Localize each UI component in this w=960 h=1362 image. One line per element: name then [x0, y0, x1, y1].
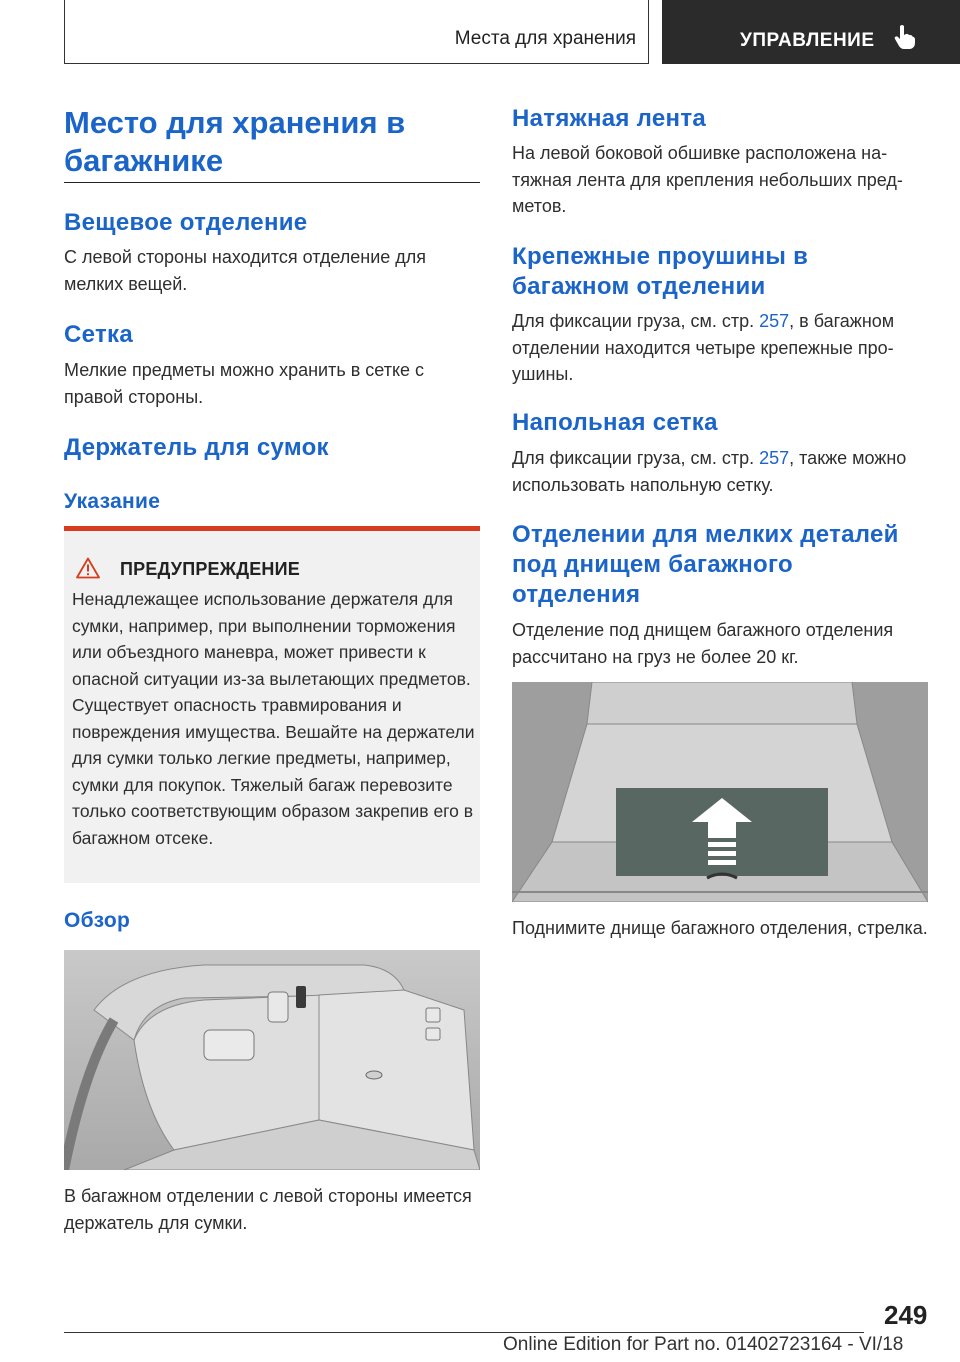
overview-photo-caption: В багажном отделении с левой стороны имеется держатель для сумки.	[64, 1186, 472, 1233]
section-heading-floor-net: Напольная сетка	[512, 409, 718, 436]
section-heading-strap: Натяжная лента	[512, 105, 707, 132]
page-number: 249	[884, 1300, 928, 1330]
floor-photo-caption: Поднимите днище багажного отделения, стрелка.	[512, 918, 928, 938]
header-section-title: Места для хранения	[454, 28, 636, 49]
section-heading-lashing-eyes: Крепежные проушины в багажном отделении	[512, 243, 809, 300]
page-link-257-floor-net[interactable]: 257	[759, 448, 790, 468]
page-title: Место для хранения в багажнике	[64, 105, 406, 178]
section-text-lashing-eyes: Для фиксации груза, см. стр. 257, в багажном отделении находится четыре крепежные проушины.	[512, 311, 895, 384]
section-text-compartment: С левой стороны находится отделение для мелких вещей.	[64, 247, 427, 294]
footer-edition: Online Edition for Part no. 01402723164 - VI/18	[503, 1334, 904, 1355]
section-heading-net: Сетка	[64, 321, 133, 348]
section-text-strap: На левой боковой обшивке расположена натяжная лента для крепления небольших предметов.	[512, 143, 903, 216]
warning-text: Ненадлежащее использование держателя для сумки, например, при выполнении торможения или объездного маневра, может привести к опасной ситуации из-за вылетающих предметов. Существует опасность травмирования и повреждения имущества. Вешайте на держатели для сумки только легкие предметы, например, сумки для покупок. Тяжелый багаж перевозите только соответствующим образом закрепив его в багажном отсеке.	[72, 589, 475, 848]
subheading-overview: Обзор	[64, 909, 131, 932]
header-chapter-tab[interactable]	[662, 0, 960, 64]
header-chapter-title: УПРАВЛЕНИЕ	[740, 30, 875, 51]
warning-triangle-icon	[76, 557, 100, 584]
section-text-floor-net: Для фиксации груза, см. стр. 257, также можно использовать напольную сетку.	[512, 448, 907, 495]
warning-box	[64, 531, 480, 883]
header-section-box	[64, 0, 649, 64]
trunk-floor-photo	[512, 682, 928, 902]
title-divider	[64, 182, 480, 183]
section-heading-compartment: Вещевое отделение	[64, 209, 308, 236]
page-link-257[interactable]: 257	[759, 311, 790, 331]
warning-title: ПРЕДУПРЕЖДЕНИЕ	[120, 559, 300, 579]
section-text-underfloor: Отделение под днищем багажного отделения рассчитано на груз не более 20 кг.	[512, 620, 894, 667]
trunk-left-side-photo	[64, 950, 480, 1170]
hand-pointer-icon	[894, 24, 916, 55]
section-heading-underfloor: Отделении для мелких деталей под днищем багажного отделения	[512, 521, 899, 608]
footer-divider	[64, 1332, 864, 1333]
subheading-note: Указание	[64, 490, 161, 513]
section-heading-bag-holder: Держатель для сумок	[64, 434, 329, 461]
section-text-net: Мелкие предметы можно хранить в сетке с правой стороны.	[64, 360, 425, 407]
